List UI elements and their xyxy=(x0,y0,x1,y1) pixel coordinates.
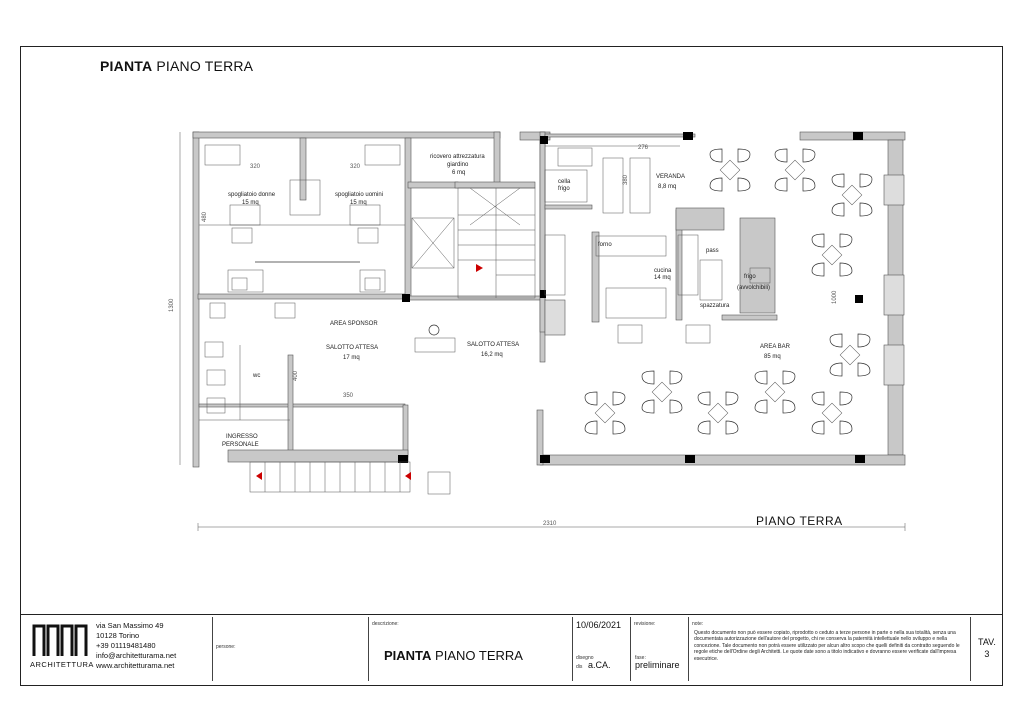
divider xyxy=(212,617,213,681)
dim-320-b: 320 xyxy=(350,164,361,170)
disegno-value: a.CA. xyxy=(588,660,611,670)
label-ricovero-2: giardino xyxy=(447,162,469,168)
divider xyxy=(630,617,631,681)
label-forno: forno xyxy=(598,242,612,248)
dim-276: 276 xyxy=(638,145,649,151)
dis-prefix: dis xyxy=(576,664,583,670)
fase-value: preliminare xyxy=(635,660,680,670)
dimension-labels xyxy=(169,145,838,527)
dim-480: 480 xyxy=(202,211,208,222)
dim-380: 380 xyxy=(623,174,629,185)
label-personale: PERSONALE xyxy=(222,442,259,448)
dim-2310: 2310 xyxy=(543,521,557,527)
label-cella: cella xyxy=(558,179,571,185)
revisione-label: revisione: xyxy=(634,621,656,627)
bar-tables xyxy=(585,149,872,434)
drawing-date: 10/06/2021 xyxy=(576,620,622,630)
copyright-note: Questo documento non può essere copiato, riprodotto o ceduto a terze persone in parte o nella sua totalità, senza una documentata autorizzazione dell'autore del progetto, chi ne conserva la paternità intellettuale nello sviluppo e nella concezione. Tale documento non potrà essere utilizzato per alcun altro scopo che quelli definiti da contratto seguendo le regole etiche dell'Ordine degli Architetti. Le quote date sono a titolo indicativo e dovranno essere verificate dall'impresa esecutrice. xyxy=(694,630,960,662)
area-ricovero: 6 mq xyxy=(452,170,466,176)
label-cucina: cucina xyxy=(654,268,672,274)
dim-400: 400 xyxy=(293,370,299,381)
disegno-label: disegno xyxy=(576,655,594,661)
titleblock-title: PIANTA PIANO TERRA xyxy=(384,648,523,663)
table-number xyxy=(978,636,996,660)
area-spogliatoio-uomini: 15 mq xyxy=(350,200,367,206)
piano-terra-label: PIANO TERRA xyxy=(756,514,843,528)
logo-text: ARCHITETTURA xyxy=(30,660,94,669)
address-line: www.architetturama.net xyxy=(96,661,175,670)
label-pass: pass xyxy=(706,248,719,254)
dim-1000: 1000 xyxy=(832,290,838,304)
area-salotto-2: 16,2 mq xyxy=(481,352,503,358)
label-salotto-2: SALOTTO ATTESA xyxy=(467,342,520,348)
fase-label: fase: xyxy=(635,655,646,661)
label-spogliatoio-donne: spogliatoio donne xyxy=(228,192,276,198)
address-line: 10128 Torino xyxy=(96,631,140,640)
veranda-seating xyxy=(603,158,710,343)
divider xyxy=(970,617,971,681)
lounge-furniture xyxy=(415,325,455,352)
studio-address xyxy=(96,621,176,671)
divider xyxy=(368,617,369,681)
label-salotto-1: SALOTTO ATTESA xyxy=(326,345,379,351)
label-frigo: frigo xyxy=(558,186,570,192)
area-salotto-1: 17 mq xyxy=(343,355,360,361)
label-avvolchibili: (avvolchibili) xyxy=(737,285,771,291)
area-area-bar: 85 mq xyxy=(764,354,781,360)
label-ingresso: INGRESSO xyxy=(226,434,258,440)
left-block-walls xyxy=(193,132,545,467)
dim-1300: 1300 xyxy=(169,298,175,312)
tav-value: 3 xyxy=(984,649,990,659)
label-area-bar: AREA BAR xyxy=(760,344,791,350)
page-title: PIANTA PIANO TERRA xyxy=(100,58,254,74)
label-wc: wc xyxy=(253,373,261,379)
area-cucina: 14 mq xyxy=(654,275,671,281)
persone-label: persone: xyxy=(216,644,236,650)
label-area-sponsor: AREA SPONSOR xyxy=(330,321,378,327)
note-label: note: xyxy=(692,621,704,627)
dim-320-a: 320 xyxy=(250,164,261,170)
divider xyxy=(572,617,573,681)
address-line: +39 01119481480 xyxy=(96,641,156,650)
label-frigo-bar: frigo xyxy=(744,274,756,280)
label-spogliatoio-uomini: spogliatoio uomini xyxy=(335,192,384,198)
area-spogliatoio-donne: 15 mq xyxy=(242,200,259,206)
address-line: via San Massimo 49 xyxy=(96,621,164,630)
descrizione-label: descrizione: xyxy=(372,621,399,627)
label-ricovero: ricovero attrezzatura xyxy=(430,154,485,160)
address-line: info@architetturama.net xyxy=(96,651,177,660)
divider xyxy=(688,617,689,681)
label-spazzatura: spazzatura xyxy=(700,303,730,309)
label-veranda: VERANDA xyxy=(656,174,686,180)
dim-350: 350 xyxy=(343,393,354,399)
area-veranda: 8,8 mq xyxy=(658,184,677,190)
tav-label: TAV. xyxy=(978,637,996,647)
